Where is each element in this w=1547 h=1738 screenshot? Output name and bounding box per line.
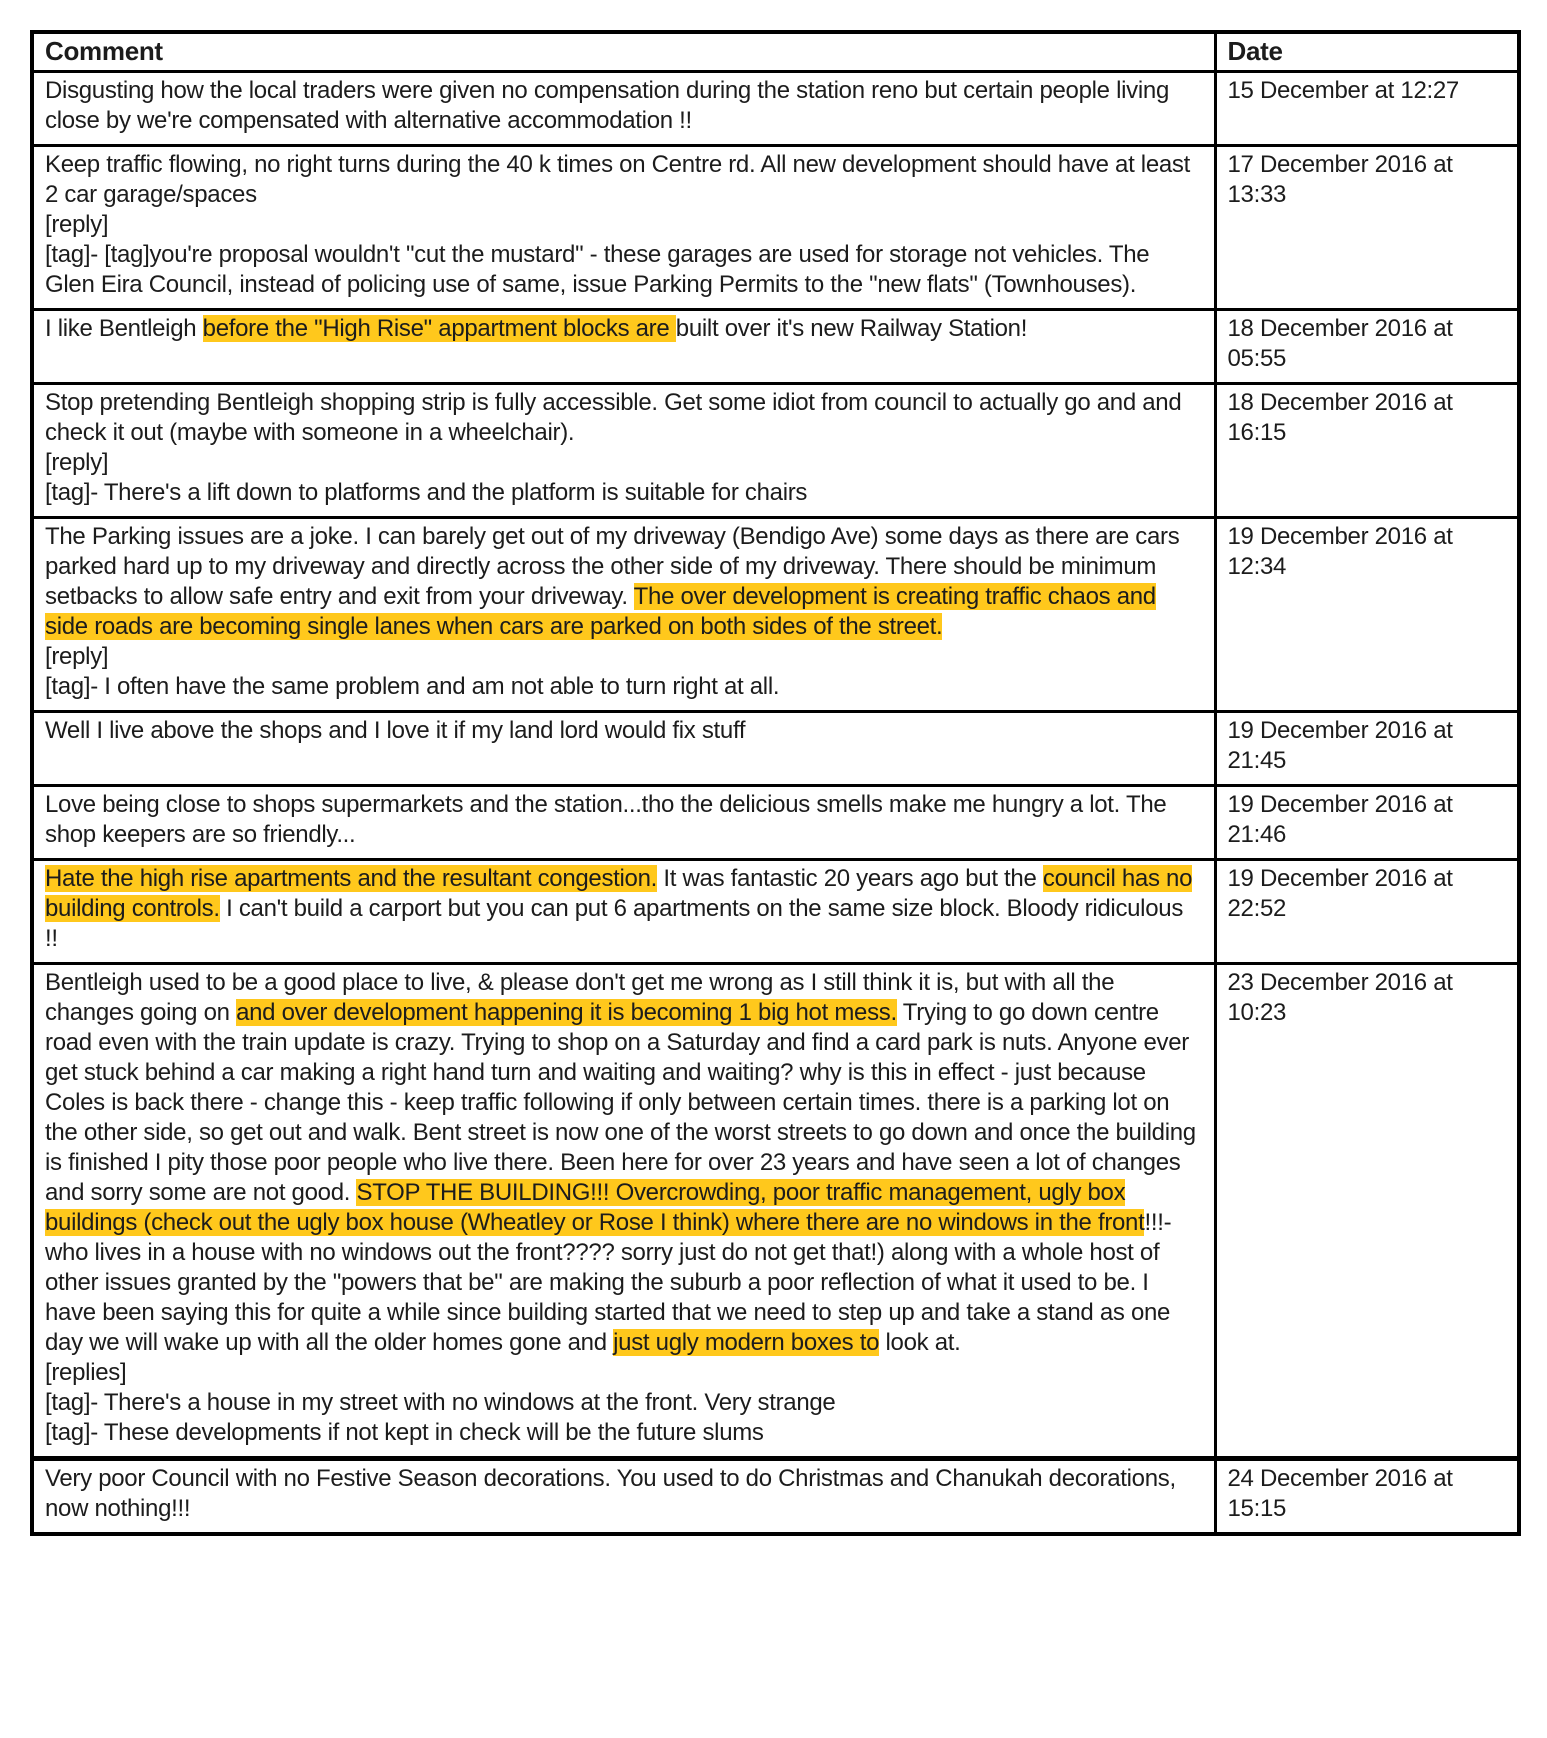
- comment-line: [45, 240, 1202, 300]
- comment-text: built over it's new Railway Station!: [675, 315, 1028, 342]
- comment-cell: [32, 310, 1215, 384]
- comment-cell: [32, 712, 1215, 786]
- date-cell: 19 December 2016 at 21:45: [1215, 712, 1519, 786]
- comment-text: [reply]: [45, 449, 109, 476]
- comment-text: [tag]- [tag]you're proposal wouldn't "cut the mustard" - these garages are used for storage not vehicles. The Glen Eira Council, instead of policing use of same, issue Parking Permits to the "new flats" (Townhouses).: [45, 241, 1150, 298]
- comment-cell: [32, 964, 1215, 1459]
- comment-cell: [32, 1459, 1215, 1535]
- comment-text: Well I live above the shops and I love it if my land lord would fix stuff: [45, 717, 746, 744]
- comment-line: [45, 522, 1202, 642]
- comment-text: I like Bentleigh: [45, 315, 203, 342]
- comment-text: look at.: [879, 1329, 961, 1356]
- table-header: [32, 32, 1519, 72]
- comment-line: [45, 642, 1202, 672]
- highlighted-text: before the "High Rise" appartment blocks are: [202, 315, 676, 342]
- comment-cell: [32, 860, 1215, 964]
- comment-line: [45, 478, 1202, 508]
- comment-line: [45, 388, 1202, 448]
- comment-text: The Parking issues are a joke. I can barely get out of my driveway (Bendigo Ave) some days as there are cars parked hard up to my driveway and directly across the other side of my driveway. There should be minimum setbacks to allow safe entry and exit from your driveway.: [45, 523, 1180, 610]
- comment-text: [tag]- I often have the same problem and am not able to turn right at all.: [45, 673, 780, 700]
- comment-text: [tag]- There's a house in my street with no windows at the front. Very strange: [45, 1389, 836, 1416]
- comment-line: [45, 1464, 1202, 1524]
- date-cell: 17 December 2016 at 13:33: [1215, 146, 1519, 310]
- comment-text: It was fantastic 20 years ago but the: [657, 865, 1043, 892]
- comment-cell: [32, 146, 1215, 310]
- comments-table: [30, 30, 1521, 1536]
- date-cell: 19 December 2016 at 22:52: [1215, 860, 1519, 964]
- comment-text: Very poor Council with no Festive Season decorations. You used to do Christmas and Chanukah decorations, now nothing!!!: [45, 1465, 1176, 1522]
- highlighted-text: council has no building controls.: [45, 865, 1193, 922]
- comment-line: [45, 716, 1202, 746]
- table-row: [32, 146, 1519, 310]
- comment-line: [45, 210, 1202, 240]
- comment-line: [45, 968, 1202, 1358]
- column-header-comment: Comment: [32, 32, 1215, 72]
- comment-text: Bentleigh used to be a good place to live, & please don't get me wrong as I still think it is, but with all the changes going on: [45, 969, 1115, 1026]
- comment-text: [reply]: [45, 211, 109, 238]
- comment-line: [45, 864, 1202, 954]
- comment-text: [tag]- These developments if not kept in check will be the future slums: [45, 1419, 764, 1446]
- date-cell: 18 December 2016 at 16:15: [1215, 384, 1519, 518]
- comment-text: Keep traffic flowing, no right turns during the 40 k times on Centre rd. All new development should have at least 2 car garage/spaces: [45, 151, 1190, 208]
- comment-line: [45, 76, 1202, 136]
- table-row: [32, 964, 1519, 1459]
- highlighted-text: Hate the high rise apartments and the resultant congestion.: [45, 865, 658, 892]
- table-row: [32, 518, 1519, 712]
- comment-line: [45, 150, 1202, 210]
- table-row: [32, 860, 1519, 964]
- comment-cell: [32, 518, 1215, 712]
- comment-line: [45, 790, 1202, 850]
- comment-text: Disgusting how the local traders were given no compensation during the station reno but certain people living close by we're compensated with alternative accommodation !!: [45, 77, 1169, 134]
- comment-line: [45, 448, 1202, 478]
- comment-cell: [32, 786, 1215, 860]
- column-header-date: Date: [1215, 32, 1519, 72]
- date-cell: 15 December at 12:27: [1215, 72, 1519, 146]
- comment-line: [45, 1388, 1202, 1418]
- date-cell: 18 December 2016 at 05:55: [1215, 310, 1519, 384]
- comment-line: [45, 1418, 1202, 1448]
- comment-text: [replies]: [45, 1359, 127, 1386]
- comment-line: [45, 314, 1202, 344]
- highlighted-text: just ugly modern boxes to: [613, 1329, 880, 1356]
- table-row: [32, 384, 1519, 518]
- table-row: [32, 310, 1519, 384]
- comment-line: [45, 672, 1202, 702]
- comment-cell: [32, 72, 1215, 146]
- table-body: [32, 72, 1519, 1535]
- date-cell: 19 December 2016 at 12:34: [1215, 518, 1519, 712]
- comment-text: Stop pretending Bentleigh shopping strip is fully accessible. Get some idiot from council to actually go and and check it out (maybe with someone in a wheelchair).: [45, 389, 1182, 446]
- highlighted-text: STOP THE BUILDING!!! Overcrowding, poor traffic management, ugly box buildings (check out the ugly box house (Wheatley or Rose I think) where there are no windows in the front: [45, 1179, 1145, 1236]
- highlighted-text: The over development is creating traffic chaos and side roads are becoming single lanes when cars are parked on both sides of the street.: [45, 583, 1156, 640]
- date-cell: 23 December 2016 at 10:23: [1215, 964, 1519, 1459]
- table-row: [32, 712, 1519, 786]
- comment-cell: [32, 384, 1215, 518]
- header-row: [32, 32, 1519, 72]
- date-cell: 19 December 2016 at 21:46: [1215, 786, 1519, 860]
- comment-text: !!!- who lives in a house with no windows out the front???? sorry just do not get that!) along with a whole host of other issues granted by the "powers that be" are making the suburb a poor reflection of what it used to be. I have been saying this for quite a while since building started that we need to step up and take a stand as one day we will wake up with all the older homes gone and: [45, 1209, 1172, 1356]
- comment-text: I can't build a carport but you can put 6 apartments on the same size block. Bloody ridiculous !!: [45, 895, 1184, 952]
- table-row: [32, 1459, 1519, 1535]
- table-row: [32, 72, 1519, 146]
- highlighted-text: and over development happening it is becoming 1 big hot mess.: [236, 999, 897, 1026]
- comment-text: [tag]- There's a lift down to platforms and the platform is suitable for chairs: [45, 479, 808, 506]
- comment-text: Trying to go down centre road even with the train update is crazy. Trying to shop on a Saturday and find a card park is nuts. Anyone ever get stuck behind a car making a right hand turn and waiting and waiting? why is this in effect - just because Coles is back there - change this - keep traffic following if only between certain times. there is a parking lot on the other side, so get out and walk. Bent street is now one of the worst streets to go down and once the building is finished I pity those poor people who live there. Been here for over 23 years and have seen a lot of changes and sorry some are not good.: [45, 999, 1196, 1206]
- comment-text: Love being close to shops supermarkets and the station...tho the delicious smells make me hungry a lot. The shop keepers are so friendly...: [45, 791, 1167, 848]
- comment-line: [45, 1358, 1202, 1388]
- comment-text: [reply]: [45, 643, 109, 670]
- date-cell: 24 December 2016 at 15:15: [1215, 1459, 1519, 1535]
- table-row: [32, 786, 1519, 860]
